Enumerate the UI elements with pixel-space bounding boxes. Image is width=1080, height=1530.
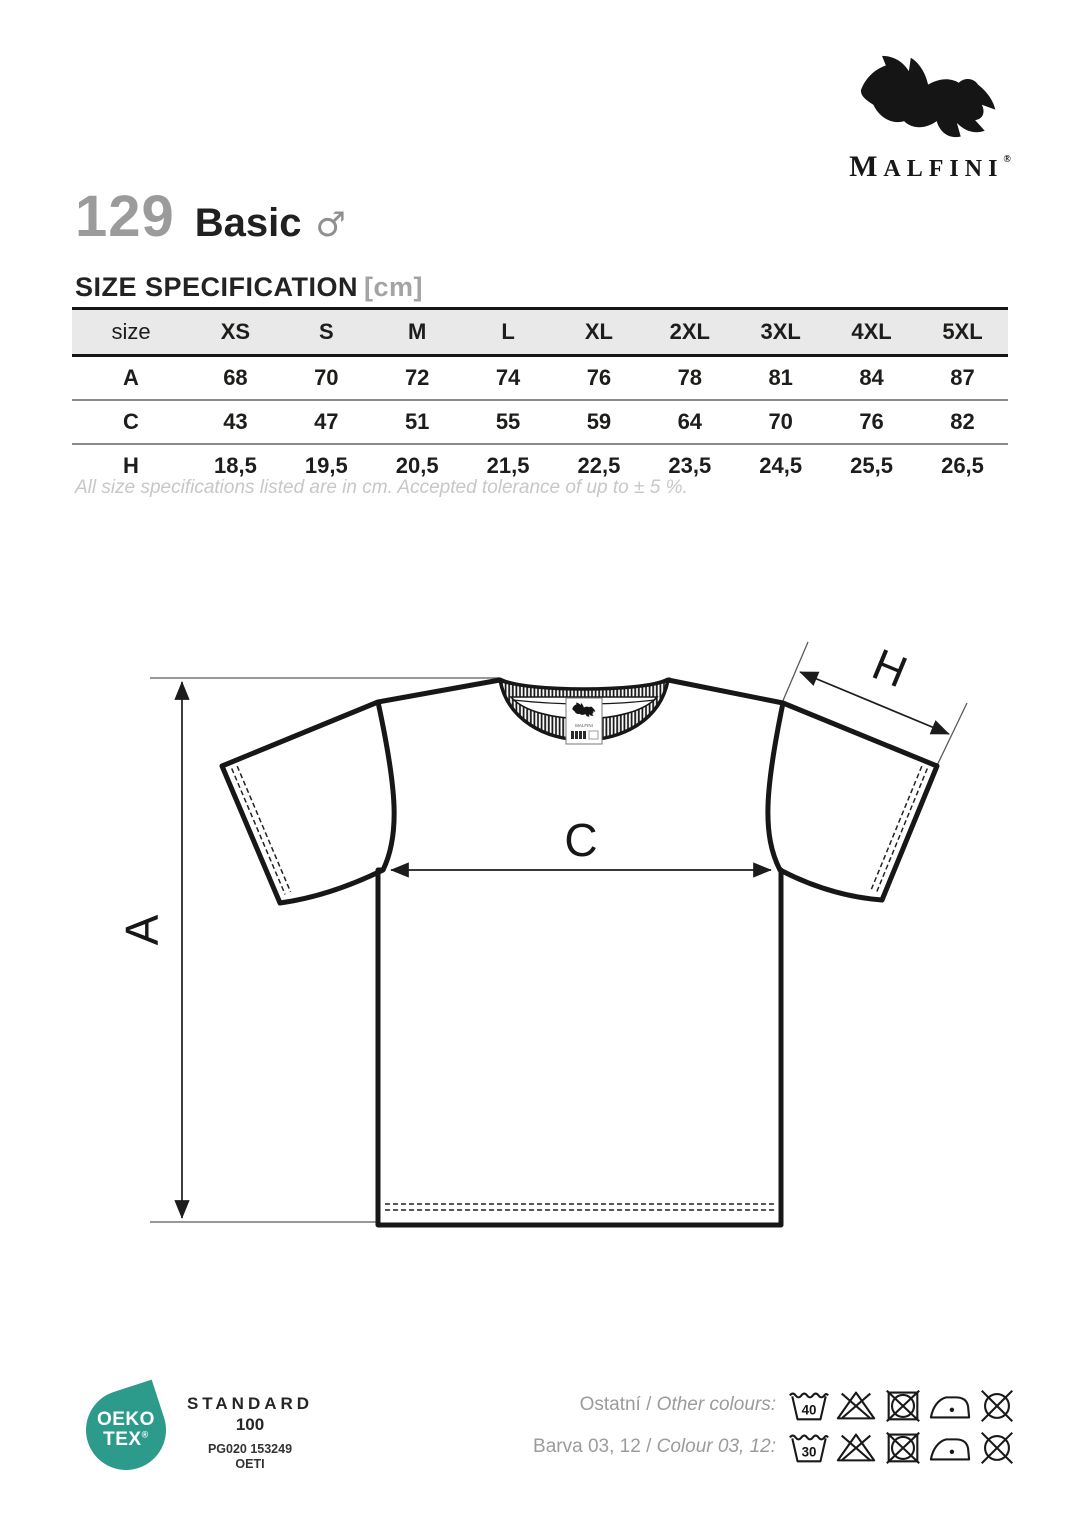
header-cell-3xl: 3XL xyxy=(735,309,826,356)
value-cell: 64 xyxy=(644,400,735,444)
care-label-cz: Ostatní xyxy=(579,1394,641,1415)
oeko-line1: OEKO xyxy=(97,1409,155,1431)
brand-logo xyxy=(845,52,1015,184)
value-cell: 74 xyxy=(495,365,521,390)
section-unit: [cm] xyxy=(364,272,424,302)
care-label-cz: Barva 03, 12 xyxy=(533,1436,641,1457)
table-row-C xyxy=(72,400,1008,444)
value-cell: 82 xyxy=(917,400,1008,444)
value-cell: 87 xyxy=(950,365,975,390)
dimension-H-label: H xyxy=(865,639,914,698)
value-cell: 76 xyxy=(826,400,917,444)
table-row-A xyxy=(72,356,1008,401)
do-not-tumble-dry-icon xyxy=(882,1387,924,1423)
value-cell: 68 xyxy=(223,365,248,390)
header-cell-xs: XS xyxy=(190,309,281,356)
section-heading xyxy=(75,272,423,303)
wash-tub-icon xyxy=(788,1387,830,1423)
brand-initial: M xyxy=(849,150,884,183)
neck-label-text: MALFINI xyxy=(575,723,593,728)
value-cell: 22,5 xyxy=(554,444,645,487)
oeko-tex-certification xyxy=(86,1390,320,1471)
header-cell-xl: XL xyxy=(554,309,645,356)
brand-wordmark xyxy=(845,150,1015,184)
value-cell: 72 xyxy=(404,365,430,390)
do-not-bleach-icon xyxy=(835,1387,877,1423)
row-label: C xyxy=(72,400,190,444)
value-cell: 26,5 xyxy=(917,444,1008,487)
wash-temp: 40 xyxy=(801,1402,817,1418)
oeko-standard: STANDARD xyxy=(186,1394,314,1413)
do-not-bleach-icon xyxy=(835,1429,877,1465)
value-cell: 76 xyxy=(586,365,612,390)
care-row-label xyxy=(580,1394,776,1416)
neck-label xyxy=(566,698,602,744)
header-cell-l: L xyxy=(463,309,554,356)
value-cell: 47 xyxy=(281,400,372,444)
dimension-A-label: A xyxy=(116,914,168,946)
header-cell-5xl: 5XL xyxy=(917,309,1008,356)
tshirt-measurement-diagram xyxy=(0,600,1080,1300)
value-cell: 21,5 xyxy=(463,444,554,487)
oeko-tex-leaf-icon xyxy=(76,1380,177,1481)
size-table-header-row xyxy=(72,309,1008,356)
value-cell: 70 xyxy=(735,400,826,444)
value-cell: 24,5 xyxy=(735,444,826,487)
value-cell: 23,5 xyxy=(644,444,735,487)
oeko-line2: TEX xyxy=(103,1429,142,1451)
dimension-C-label: C xyxy=(564,814,598,866)
product-title xyxy=(75,183,346,250)
oeko-institute: OETI xyxy=(235,1457,265,1471)
dimension-A xyxy=(116,682,182,1218)
value-cell: 19,5 xyxy=(281,444,372,487)
care-instructions xyxy=(533,1384,1018,1468)
row-label: A xyxy=(123,365,139,390)
do-not-tumble-dry-icon xyxy=(882,1429,924,1465)
brand-rest: ALFINI xyxy=(883,156,1004,182)
product-number: 129 xyxy=(75,184,175,249)
value-cell: 78 xyxy=(677,365,703,390)
wash-tub-icon xyxy=(788,1429,830,1465)
oeko-reg: ® xyxy=(141,1429,149,1440)
value-cell: 51 xyxy=(372,400,463,444)
care-label-en: Colour 03, 12: xyxy=(656,1436,776,1457)
care-row-colour-03-12 xyxy=(533,1426,1018,1468)
registered-mark: ® xyxy=(1003,154,1011,165)
value-cell: 70 xyxy=(314,365,339,390)
value-cell: 20,5 xyxy=(372,444,463,487)
header-cell-4xl: 4XL xyxy=(826,309,917,356)
wash-temp: 30 xyxy=(801,1444,817,1460)
tolerance-note: All size specifications listed are in cm. Accepted tolerance of up to ± 5 %. xyxy=(75,477,688,498)
iron-one-dot-icon xyxy=(929,1387,971,1423)
value-cell: 81 xyxy=(768,365,793,390)
care-label-sep: / xyxy=(646,1436,652,1457)
tshirt-outline xyxy=(222,680,937,1225)
header-cell-s: S xyxy=(281,309,372,356)
care-icons-row xyxy=(788,1387,1018,1423)
care-label-en: Other colours: xyxy=(656,1394,776,1415)
product-name: Basic xyxy=(194,201,302,245)
value-cell: 59 xyxy=(554,400,645,444)
header-cell-m: M xyxy=(372,309,463,356)
section-title: SIZE SPECIFICATION xyxy=(75,272,359,302)
value-cell: 84 xyxy=(859,365,884,390)
oeko-number: 100 xyxy=(235,1415,265,1434)
do-not-dry-clean-icon xyxy=(976,1429,1018,1465)
header-cell-2xl: 2XL xyxy=(644,309,735,356)
care-row-other-colours xyxy=(533,1384,1018,1426)
care-icons-row xyxy=(788,1429,1018,1465)
eagle-icon xyxy=(850,52,1010,148)
value-cell: 25,5 xyxy=(826,444,917,487)
value-cell: 43 xyxy=(190,400,281,444)
value-cell: 18,5 xyxy=(190,444,281,487)
care-row-label xyxy=(533,1436,776,1458)
header-cell-size: size xyxy=(72,309,190,356)
do-not-dry-clean-icon xyxy=(976,1387,1018,1423)
iron-one-dot-icon xyxy=(929,1429,971,1465)
row-label: H xyxy=(72,444,190,487)
care-label-sep: / xyxy=(646,1394,652,1415)
value-cell: 55 xyxy=(463,400,554,444)
size-table xyxy=(72,307,1008,487)
oeko-code: PG020 153249 xyxy=(207,1442,293,1456)
male-symbol-icon: ♂ xyxy=(315,205,347,245)
